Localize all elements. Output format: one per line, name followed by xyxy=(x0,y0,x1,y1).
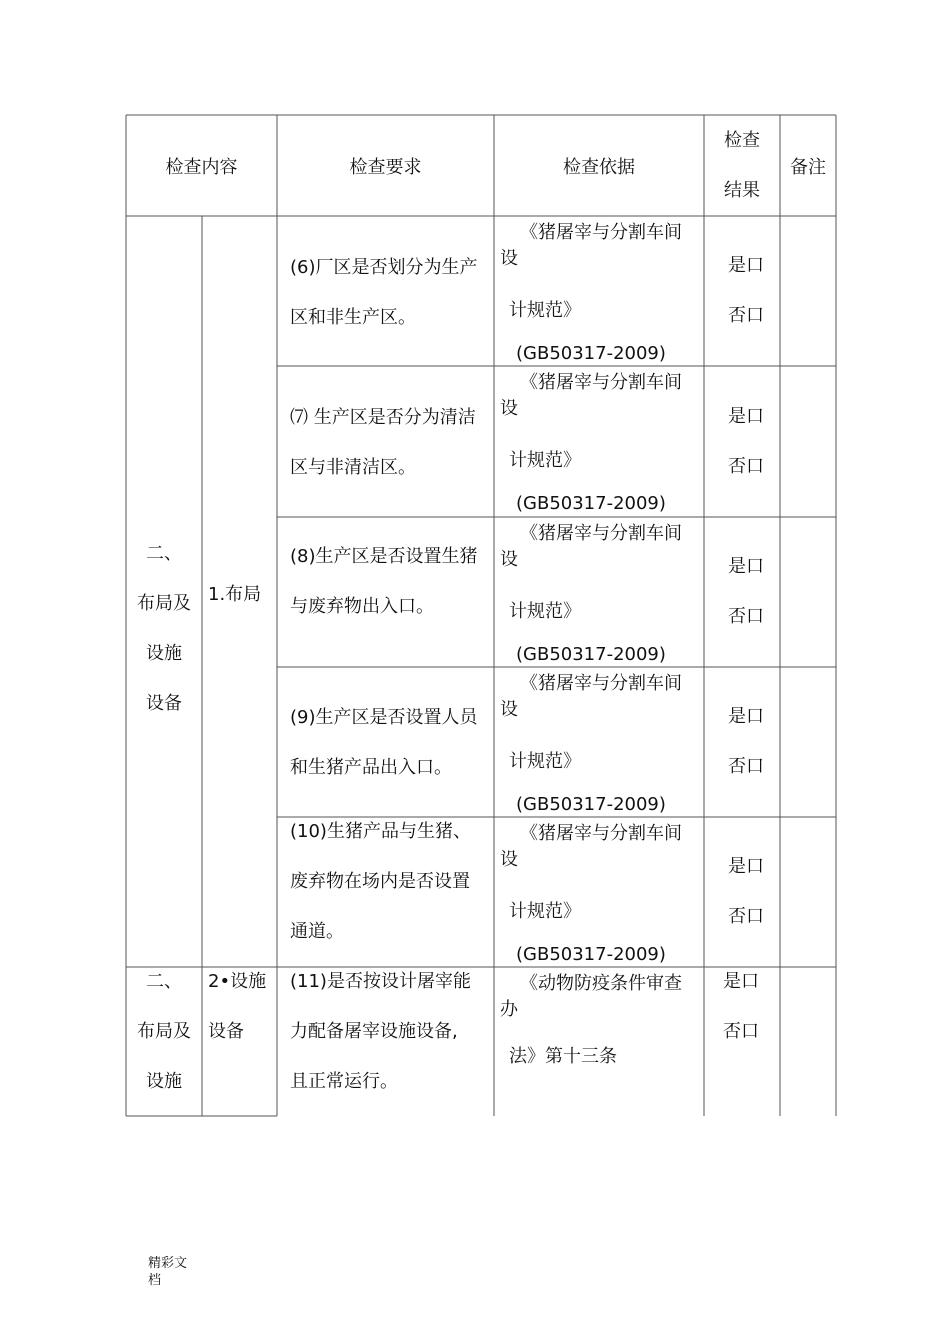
header-content xyxy=(126,115,277,216)
basis-line: 设 xyxy=(500,549,518,570)
basis-line: 法》第十三条 xyxy=(509,1046,617,1067)
row-basis xyxy=(494,216,704,366)
basis-line: 设 xyxy=(500,699,518,720)
header-content-label: 检查内容 xyxy=(165,156,238,178)
row-remark[interactable] xyxy=(780,967,836,1116)
yes-checkbox[interactable]: 是口 xyxy=(728,405,764,427)
basis-line: (GB50317-2009) xyxy=(516,944,666,965)
requirement-line: (11)是否按设计屠宰能 xyxy=(290,971,471,992)
requirement-line: ⑺ 生产区是否分为清洁 xyxy=(290,407,476,428)
basis-line: 《猪屠宰与分割车间 xyxy=(520,673,682,694)
requirement-line: 废弃物在场内是否设置 xyxy=(290,871,470,892)
group2-subcategory-line: 设备 xyxy=(208,1021,244,1042)
group1-category-line: 二、 xyxy=(146,542,182,564)
yes-checkbox[interactable]: 是口 xyxy=(728,556,764,577)
basis-line: (GB50317-2009) xyxy=(516,644,666,665)
group1-subcategory-label: 1.布局 xyxy=(208,584,262,605)
row-remark[interactable] xyxy=(780,517,836,667)
basis-line: (GB50317-2009) xyxy=(516,343,666,364)
basis-line: 《动物防疫条件审查 xyxy=(520,973,682,994)
basis-line: 设 xyxy=(500,849,518,870)
basis-line: 《猪屠宰与分割车间 xyxy=(520,372,682,393)
yes-checkbox[interactable]: 是口 xyxy=(723,971,759,992)
footer-line: 精彩文 xyxy=(148,1256,188,1271)
header-basis-label: 检查依据 xyxy=(563,156,635,178)
group1-category xyxy=(126,216,202,967)
group1-subcategory xyxy=(208,580,276,610)
basis-line: 办 xyxy=(500,999,518,1020)
row-requirement xyxy=(277,807,494,957)
row-result xyxy=(704,817,780,967)
group1-category-line: 布局及 xyxy=(137,592,191,614)
group2-subcategory-line: 2•设施 xyxy=(208,971,267,992)
basis-line: 计规范》 xyxy=(509,601,581,622)
no-checkbox[interactable]: 否口 xyxy=(728,606,764,627)
requirement-line: (10)生猪产品与生猪、 xyxy=(290,821,471,842)
row-basis xyxy=(494,366,704,517)
row-basis xyxy=(494,667,704,817)
group2-category-line: 布局及 xyxy=(137,1021,191,1042)
requirement-line: 且正常运行。 xyxy=(290,1071,398,1092)
row-requirement xyxy=(277,693,494,793)
row-remark[interactable] xyxy=(780,817,836,967)
yes-checkbox[interactable]: 是口 xyxy=(728,255,764,276)
row-requirement xyxy=(277,532,494,632)
header-result-line2: 结果 xyxy=(724,179,760,201)
group2-subcategory xyxy=(208,957,277,1057)
no-checkbox[interactable]: 否口 xyxy=(728,305,764,326)
basis-line: (GB50317-2009) xyxy=(516,794,666,815)
basis-line: 计规范》 xyxy=(509,901,581,922)
row-result xyxy=(704,366,780,517)
requirement-line: (9)生产区是否设置人员 xyxy=(290,707,478,728)
row-requirement xyxy=(277,243,494,343)
requirement-line: 与废弃物出入口。 xyxy=(290,596,434,617)
basis-line: (GB50317-2009) xyxy=(516,493,666,514)
group1-category-line: 设备 xyxy=(146,692,182,714)
row-requirement xyxy=(277,393,494,493)
requirement-line: (8)生产区是否设置生猪 xyxy=(290,546,478,567)
footer-line: 档 xyxy=(148,1273,162,1288)
footer-watermark xyxy=(148,1255,187,1289)
group2-category xyxy=(126,957,202,1107)
requirement-line: 力配备屠宰设施设备, xyxy=(290,1021,458,1042)
row-remark[interactable] xyxy=(780,216,836,366)
no-checkbox[interactable]: 否口 xyxy=(728,455,764,477)
header-requirement xyxy=(277,115,494,216)
basis-line: 《猪屠宰与分割车间 xyxy=(520,523,682,544)
requirement-line: 区和非生产区。 xyxy=(290,307,416,328)
requirement-line: 区与非清洁区。 xyxy=(290,457,416,478)
basis-line: 《猪屠宰与分割车间 xyxy=(520,823,682,844)
no-checkbox[interactable]: 否口 xyxy=(728,756,764,777)
basis-line: 设 xyxy=(500,248,518,269)
row-basis xyxy=(494,967,704,1107)
basis-line: 计规范》 xyxy=(509,751,581,772)
row-result xyxy=(704,517,780,667)
header-result-line1: 检查 xyxy=(724,129,760,151)
basis-line: 《猪屠宰与分割车间 xyxy=(520,222,682,243)
no-checkbox[interactable]: 否口 xyxy=(728,906,764,927)
yes-checkbox[interactable]: 是口 xyxy=(728,856,764,877)
requirement-line: 通道。 xyxy=(290,921,344,942)
row-basis xyxy=(494,517,704,667)
row-basis xyxy=(494,817,704,967)
header-remark-label: 备注 xyxy=(790,156,826,178)
group1-category-line: 设施 xyxy=(146,642,182,664)
row-requirement xyxy=(277,957,494,1107)
header-requirement-label: 检查要求 xyxy=(349,156,422,178)
no-checkbox[interactable]: 否口 xyxy=(723,1021,759,1042)
group2-category-line: 设施 xyxy=(146,1071,182,1092)
group2-category-line: 二、 xyxy=(146,971,182,992)
header-result xyxy=(704,115,780,216)
basis-line: 计规范》 xyxy=(509,450,581,471)
requirement-line: 和生猪产品出入口。 xyxy=(290,757,452,778)
row-remark[interactable] xyxy=(780,667,836,817)
yes-checkbox[interactable]: 是口 xyxy=(728,706,764,727)
header-remark xyxy=(780,115,836,216)
row-result xyxy=(723,957,780,1057)
row-result xyxy=(704,216,780,366)
requirement-line: (6)厂区是否划分为生产 xyxy=(290,257,478,278)
basis-line: 设 xyxy=(500,398,518,419)
row-remark[interactable] xyxy=(780,366,836,517)
basis-line: 计规范》 xyxy=(509,300,581,321)
row-result xyxy=(704,667,780,817)
header-basis xyxy=(494,115,704,216)
